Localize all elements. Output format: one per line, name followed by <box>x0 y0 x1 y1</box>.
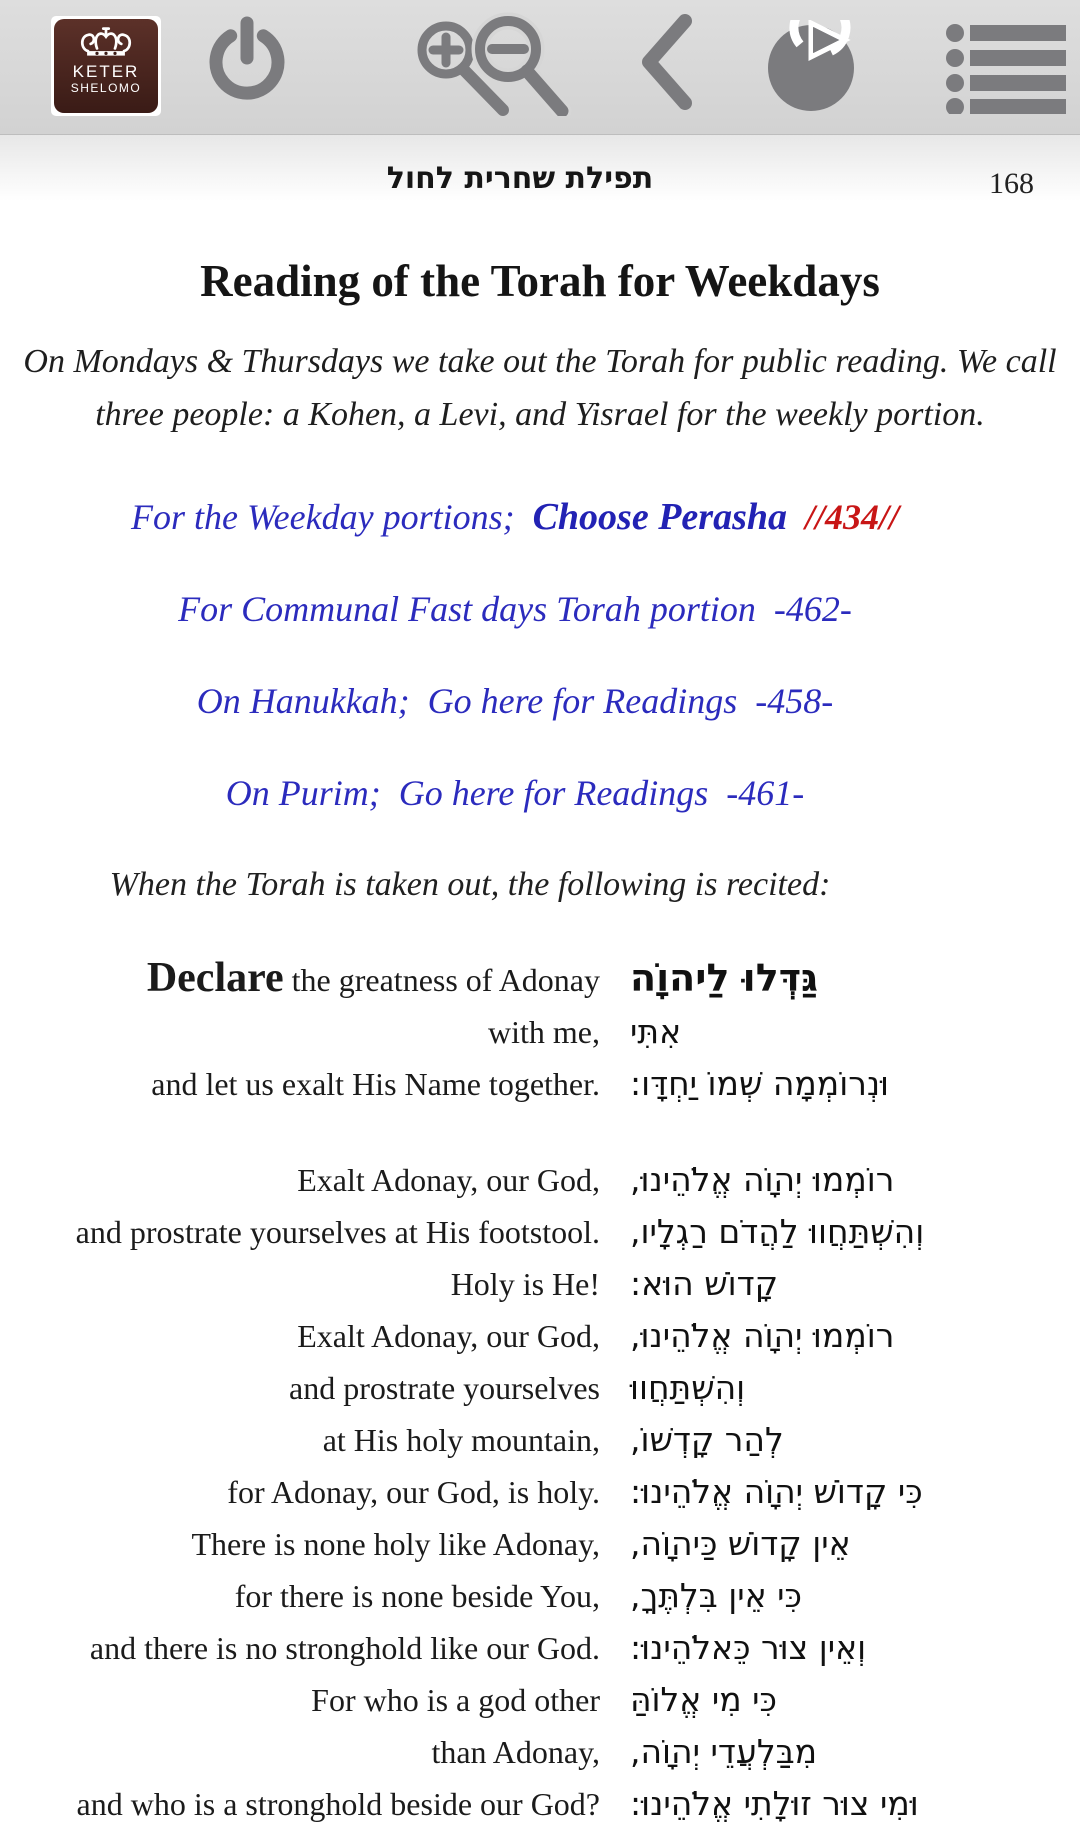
logo-word-shelomo: SHELOMO <box>70 81 142 95</box>
verse-row <box>0 1518 1080 1570</box>
recital-instruction: When the Torah is taken out, the following is recited: <box>109 866 831 903</box>
contents-button[interactable] <box>945 20 1071 117</box>
verse-row <box>0 952 1080 1006</box>
logo-word-keter: KETER <box>72 62 140 81</box>
verse-english: and prostrate yourselves at His footstool. <box>75 1214 600 1250</box>
page-header <box>0 135 1080 209</box>
keter-shelomo-logo <box>54 19 158 113</box>
verse-row <box>0 1778 1080 1830</box>
zoom-in-out-magnifiers-icon <box>410 12 582 116</box>
verse-english: For who is a god other <box>311 1682 600 1718</box>
redo-button[interactable] <box>765 20 857 115</box>
back-button[interactable] <box>638 14 696 113</box>
page-content[interactable] <box>0 135 1080 1844</box>
verse-row <box>0 1622 1080 1674</box>
verse-row <box>0 1466 1080 1518</box>
link-segment: On Purim; Go here for Readings -461- <box>225 773 805 813</box>
link-segment: For the Weekday portions; <box>130 497 533 537</box>
link-fast-days[interactable] <box>0 587 1080 631</box>
verse-hebrew: וְהִשְׁתַּחֲווּ <box>630 1368 746 1407</box>
verse-hebrew: כִּי קָדוֹשׁ יְהוָֹה אֱלֹהֵינוּ: <box>630 1472 923 1511</box>
intro-line: On Mondays & Thursdays we take out the Torah for public reading. We call <box>23 343 1057 380</box>
verse-row <box>0 1058 1080 1110</box>
verse-hebrew: מִבַּלְעֲדֵי יְהוָֹה, <box>630 1732 818 1771</box>
verse-row <box>0 1570 1080 1622</box>
hebrew-section-title: תפילת שחרית לחול <box>386 161 654 196</box>
torah-links <box>0 495 1080 815</box>
verses <box>0 952 1080 1830</box>
verse-lead-word: Declare <box>146 955 284 1001</box>
verse-row <box>0 1206 1080 1258</box>
link-segment: Choose Perasha <box>532 496 787 538</box>
power-icon <box>205 14 289 104</box>
verse-english: with me, <box>488 1014 600 1050</box>
page-title: Reading of the Torah for Weekdays <box>200 256 880 306</box>
link-purim[interactable] <box>0 771 1080 815</box>
verse-hebrew: וְהִשְׁתַּחֲווּ לַהֲדֹם רַגְלָיו, <box>630 1212 925 1251</box>
verse-hebrew: כִּי אֵין בִּלְתֶּךָ, <box>630 1576 802 1615</box>
verse-english: at His holy mountain, <box>322 1422 600 1458</box>
verse-english: There is none holy like Adonay, <box>191 1526 600 1562</box>
verse-row <box>0 1258 1080 1310</box>
app-logo-button[interactable] <box>51 16 161 116</box>
verse-hebrew: קָדוֹשׁ הוּא: <box>630 1264 779 1303</box>
verse-english: Holy is He! <box>450 1266 600 1302</box>
link-hanukkah[interactable] <box>0 679 1080 723</box>
verse-english: and let us exalt His Name together. <box>151 1066 600 1102</box>
link-choose-perasha[interactable] <box>0 495 1080 539</box>
verse-row <box>0 1154 1080 1206</box>
verse-english: Exalt Adonay, our God, <box>297 1162 600 1198</box>
link-segment: On Hanukkah; Go here for Readings -458- <box>196 681 834 721</box>
verse-english: Declare the greatness of Adonay <box>146 955 600 1001</box>
verse-english: than Adonay, <box>431 1734 600 1770</box>
verse-english: for Adonay, our God, is holy. <box>227 1474 600 1510</box>
verse-hebrew: וּמִי צוּר זוּלָתִי אֱלֹהֵינוּ: <box>630 1784 919 1823</box>
verse-row <box>0 1726 1080 1778</box>
intro-paragraph <box>0 335 1080 441</box>
verse-hebrew: לְהַר קָדְשׁוֹ, <box>630 1420 784 1459</box>
page-number: 168 <box>989 167 1034 200</box>
verse-hebrew: וְאֵין צוּר כֵּאלֹהֵינוּ: <box>630 1628 867 1667</box>
verse-hebrew: גַּדְּלוּ לַיהוָֹה <box>630 956 819 1000</box>
link-segment: //434// <box>787 497 900 537</box>
verse-english: Exalt Adonay, our God, <box>297 1318 600 1354</box>
verse-english: and there is no stronghold like our God. <box>89 1630 600 1666</box>
verse-row <box>0 1674 1080 1726</box>
verse-hebrew: וּנְרוֹמְמָה שְׁמוֹ יַחְדָּו: <box>630 1064 890 1103</box>
verse-hebrew: כִּי מִי אֱלוֹהַּ <box>630 1680 777 1719</box>
verse-row <box>0 1310 1080 1362</box>
zoom-button[interactable] <box>410 12 582 119</box>
verse-row <box>0 1362 1080 1414</box>
crown-icon <box>76 25 136 61</box>
list-icon <box>945 20 1071 114</box>
link-segment: For Communal Fast days Torah portion -462- <box>178 589 852 629</box>
verse-english: and prostrate yourselves <box>288 1370 600 1406</box>
back-chevron-icon <box>638 14 696 110</box>
verse-hebrew: אֵין קָדוֹשׁ כַּיהוָֹה, <box>630 1524 851 1563</box>
toolbar <box>0 0 1080 135</box>
verse-hebrew: רוֹמְמוּ יְהוָֹה אֱלֹהֵינוּ, <box>630 1160 895 1199</box>
intro-line: three people: a Kohen, a Levi, and Yisrael for the weekly portion. <box>95 396 985 433</box>
redo-circular-arrow-icon <box>765 20 857 112</box>
power-button[interactable] <box>205 14 289 107</box>
verse-row <box>0 1414 1080 1466</box>
verse-hebrew: אִתִּי <box>630 1012 682 1051</box>
verse-hebrew: רוֹמְמוּ יְהוָֹה אֱלֹהֵינוּ, <box>630 1316 895 1355</box>
verse-row <box>0 1006 1080 1058</box>
verse-english: for there is none beside You, <box>234 1578 600 1614</box>
verse-english: and who is a stronghold beside our God? <box>76 1786 600 1822</box>
